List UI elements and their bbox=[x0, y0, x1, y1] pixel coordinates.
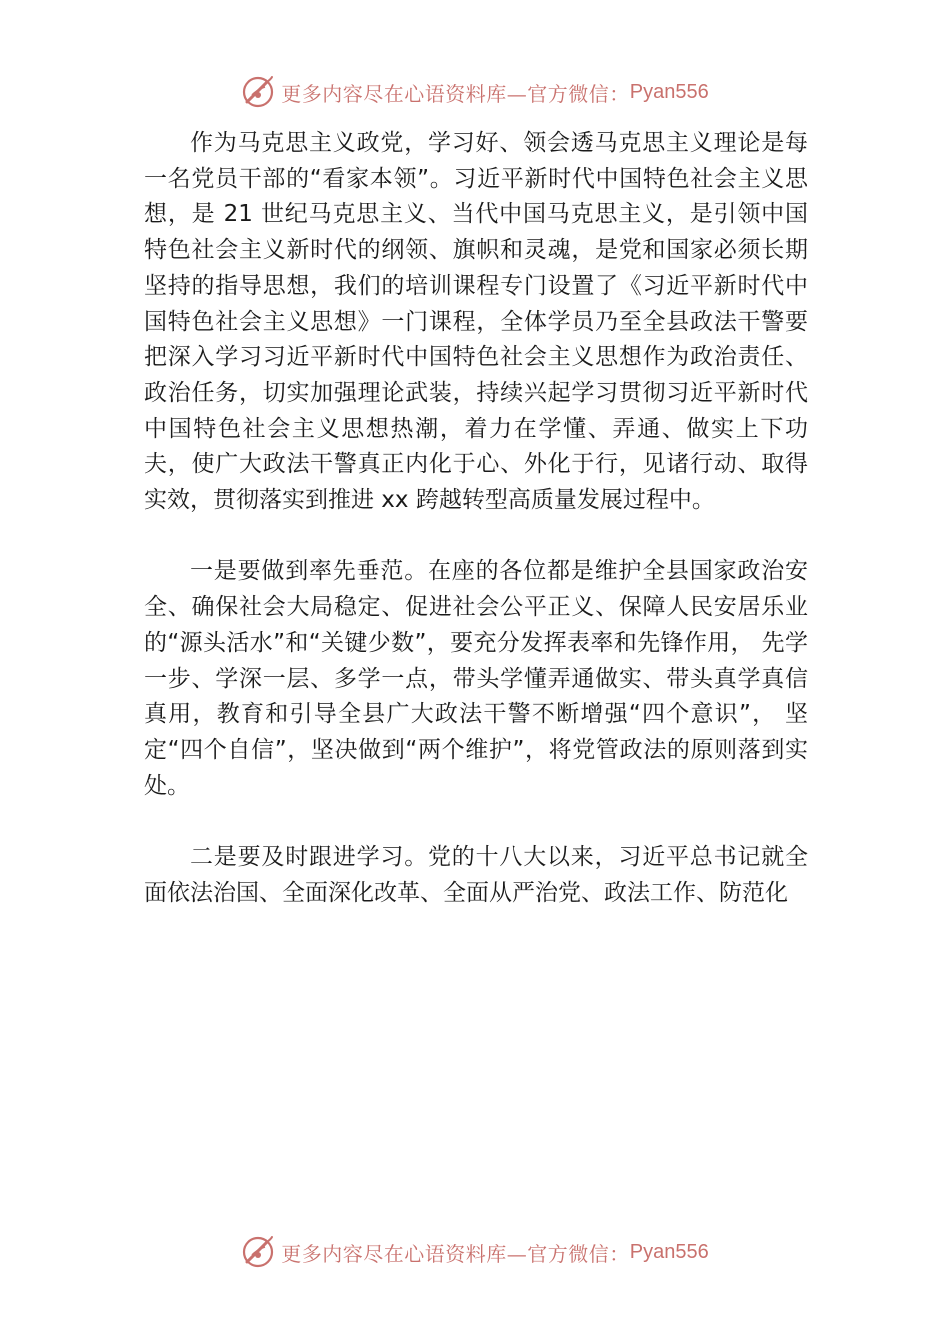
paragraph-point-one: 一是要做到率先垂范。在座的各位都是维护全县国家政治安全、确保社会大局稳定、促进社会公平正义、保障人民安居乐业的“源头活水”和“关键少数”，要充分发挥表率和先锋作用， 先学一步、学深一层、多学一点，带头学懂弄通做实、带头真学真信真用，教育和引导全县广大政法干警不断增强“四个意识”， 坚定“四个自信”，坚决做到“两个维护”，将党管政法的原则落到实处。 bbox=[144, 558, 808, 799]
header-watermark-banner bbox=[0, 72, 950, 112]
paragraph-intro: 作为马克思主义政党，学习好、领会透马克思主义理论是每一名党员干部的“看家本领”。习近平新时代中国特色社会主义思想，是 21 世纪马克思主义、当代中国马克思主义，是引领中国特色社会主义新时代的纲领、旗帜和灵魂，是党和国家必须长期坚持的指导思想，我们的培训课程专门设置了《习近平新时代中国特色社会主义思想》一门课程，全体学员乃至全县政法干警要把深入学习习近平新时代中国特色社会主义思想作为政治责任、政治任务，切实加强理论武装，持续兴起学习贯彻习近平新时代中国特色社会主义思想热潮，着力在学懂、弄通、做实上下功夫，使广大政法干警真正内化于心、外化于行，见诸行动、取得实效，贯彻落实到推进 xx 跨越转型高质量发展过程中。 bbox=[144, 130, 808, 514]
paragraph-gap bbox=[144, 519, 808, 555]
paragraph-point-two: 二是要及时跟进学习。党的十八大以来，习近平总书记就全面依法治国、全面深化改革、全面从严治党、政法工作、防范化 bbox=[144, 844, 808, 906]
footer-watermark-banner bbox=[0, 1232, 950, 1272]
banner-wechat-id: Pyan556 bbox=[629, 1240, 709, 1263]
paragraph-gap bbox=[144, 804, 808, 840]
document-body bbox=[144, 126, 808, 911]
banner-text: 更多内容尽在心语资料库—官方微信： bbox=[281, 1241, 630, 1266]
quill-pen-seal-icon bbox=[241, 75, 275, 109]
quill-pen-seal-icon bbox=[241, 1235, 275, 1269]
banner-text: 更多内容尽在心语资料库—官方微信： bbox=[281, 81, 630, 106]
banner-wechat-id: Pyan556 bbox=[629, 80, 709, 103]
